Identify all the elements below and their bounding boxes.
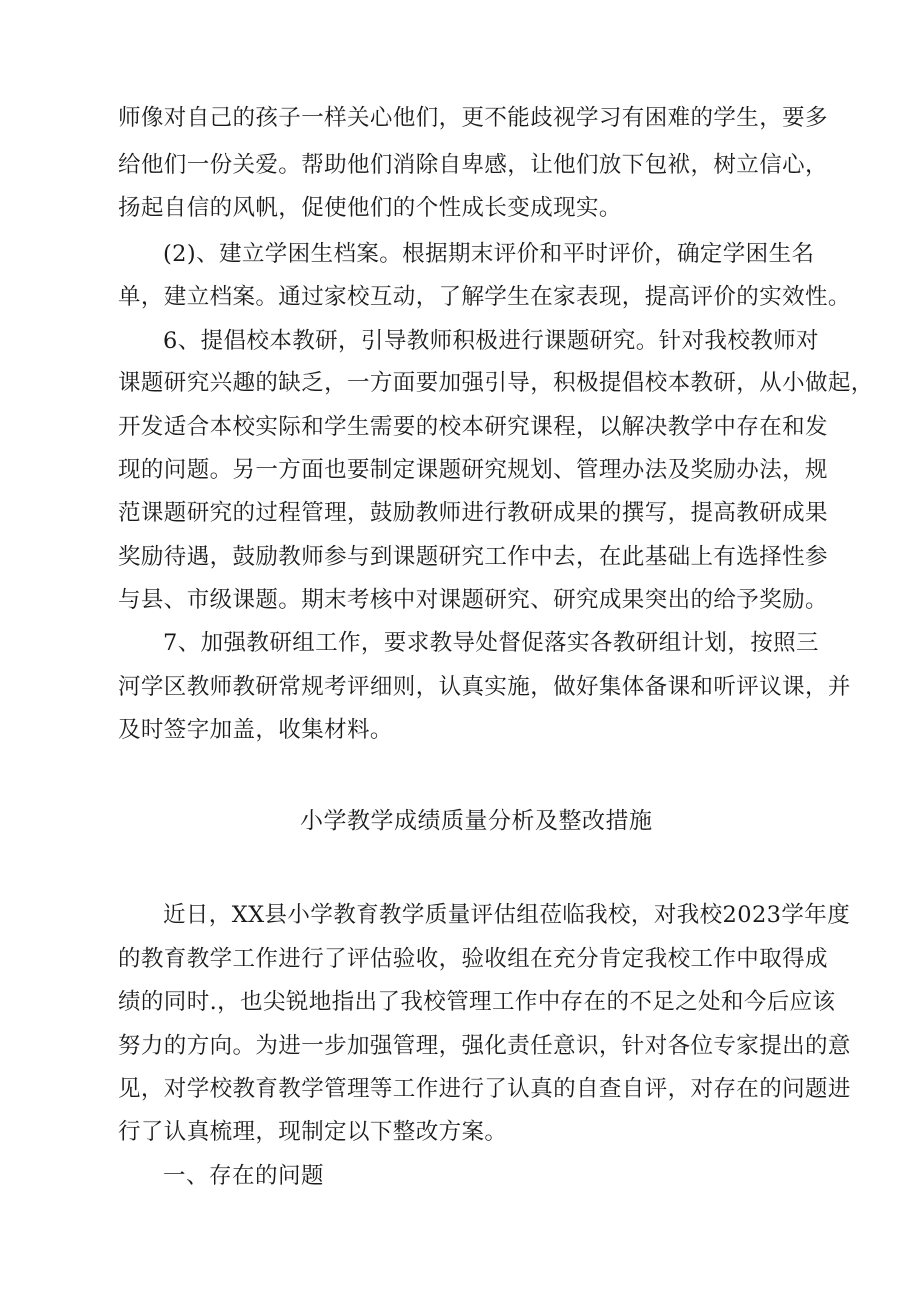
document-title: 小学教学成绩质量分析及整改措施	[300, 808, 653, 834]
paragraph-line: 及时签字加盖，收集材料。	[118, 717, 393, 743]
section-heading: 一、存在的问题	[163, 1163, 325, 1189]
paragraph-line: (2)、建立学困生档案。根据期末评价和平时评价，确定学困生名	[163, 241, 815, 267]
paragraph-line: 努力的方向。为进一步加强管理，强化责任意识，针对各位专家提出的意	[118, 1033, 851, 1059]
paragraph-line: 范课题研究的过程管理，鼓励教师进行教研成果的撰写，提高教研成果	[118, 500, 828, 526]
paragraph-line: 绩的同时.，也尖锐地指出了我校管理工作中存在的不足之处和今后应该	[118, 989, 836, 1015]
paragraph-line: 河学区教师教研常规考评细则，认真实施，做好集体备课和听评议课，并	[118, 674, 851, 700]
paragraph-line: 见，对学校教育教学管理等工作进行了认真的自查自评，对存在的问题进	[118, 1076, 851, 1102]
paragraph-line: 7、加强教研组工作，要求教导处督促落实各教研组计划，按照三	[163, 630, 819, 656]
paragraph-line: 与县、市级课题。期末考核中对课题研究、研究成果突出的给予奖励。	[118, 587, 828, 613]
paragraph-line: 行了认真梳理，现制定以下整改方案。	[118, 1119, 508, 1145]
paragraph-line: 的教育教学工作进行了评估验收，验收组在充分肯定我校工作中取得成	[118, 946, 828, 972]
paragraph-line: 开发适合本校实际和学生需要的校本研究课程，以解决教学中存在和发	[118, 414, 828, 440]
paragraph-line: 师像对自己的孩子一样关心他们，更不能歧视学习有困难的学生，要多	[118, 105, 828, 131]
paragraph-line: 单，建立档案。通过家校互动，了解学生在家表现，提高评价的实效性。	[118, 284, 851, 310]
paragraph-line: 给他们一份关爱。帮助他们消除自卑感，让他们放下包袱，树立信心，	[118, 152, 828, 178]
paragraph-line: 奖励待遇，鼓励教师参与到课题研究工作中去，在此基础上有选择性参	[118, 544, 828, 570]
paragraph-line: 近日，XX县小学教育教学质量评估组莅临我校，对我校2023学年度	[163, 902, 851, 928]
paragraph-line: 扬起自信的风帆，促使他们的个性成长变成现实。	[118, 195, 622, 221]
paragraph-line: 现的问题。另一方面也要制定课题研究规划、管理办法及奖励办法，规	[118, 457, 828, 483]
paragraph-line: 课题研究兴趣的缺乏，一方面要加强引导，积极提倡校本教研，从小做起，	[118, 370, 874, 396]
paragraph-line: 6、提倡校本教研，引导教师积极进行课题研究。针对我校教师对	[163, 328, 819, 354]
